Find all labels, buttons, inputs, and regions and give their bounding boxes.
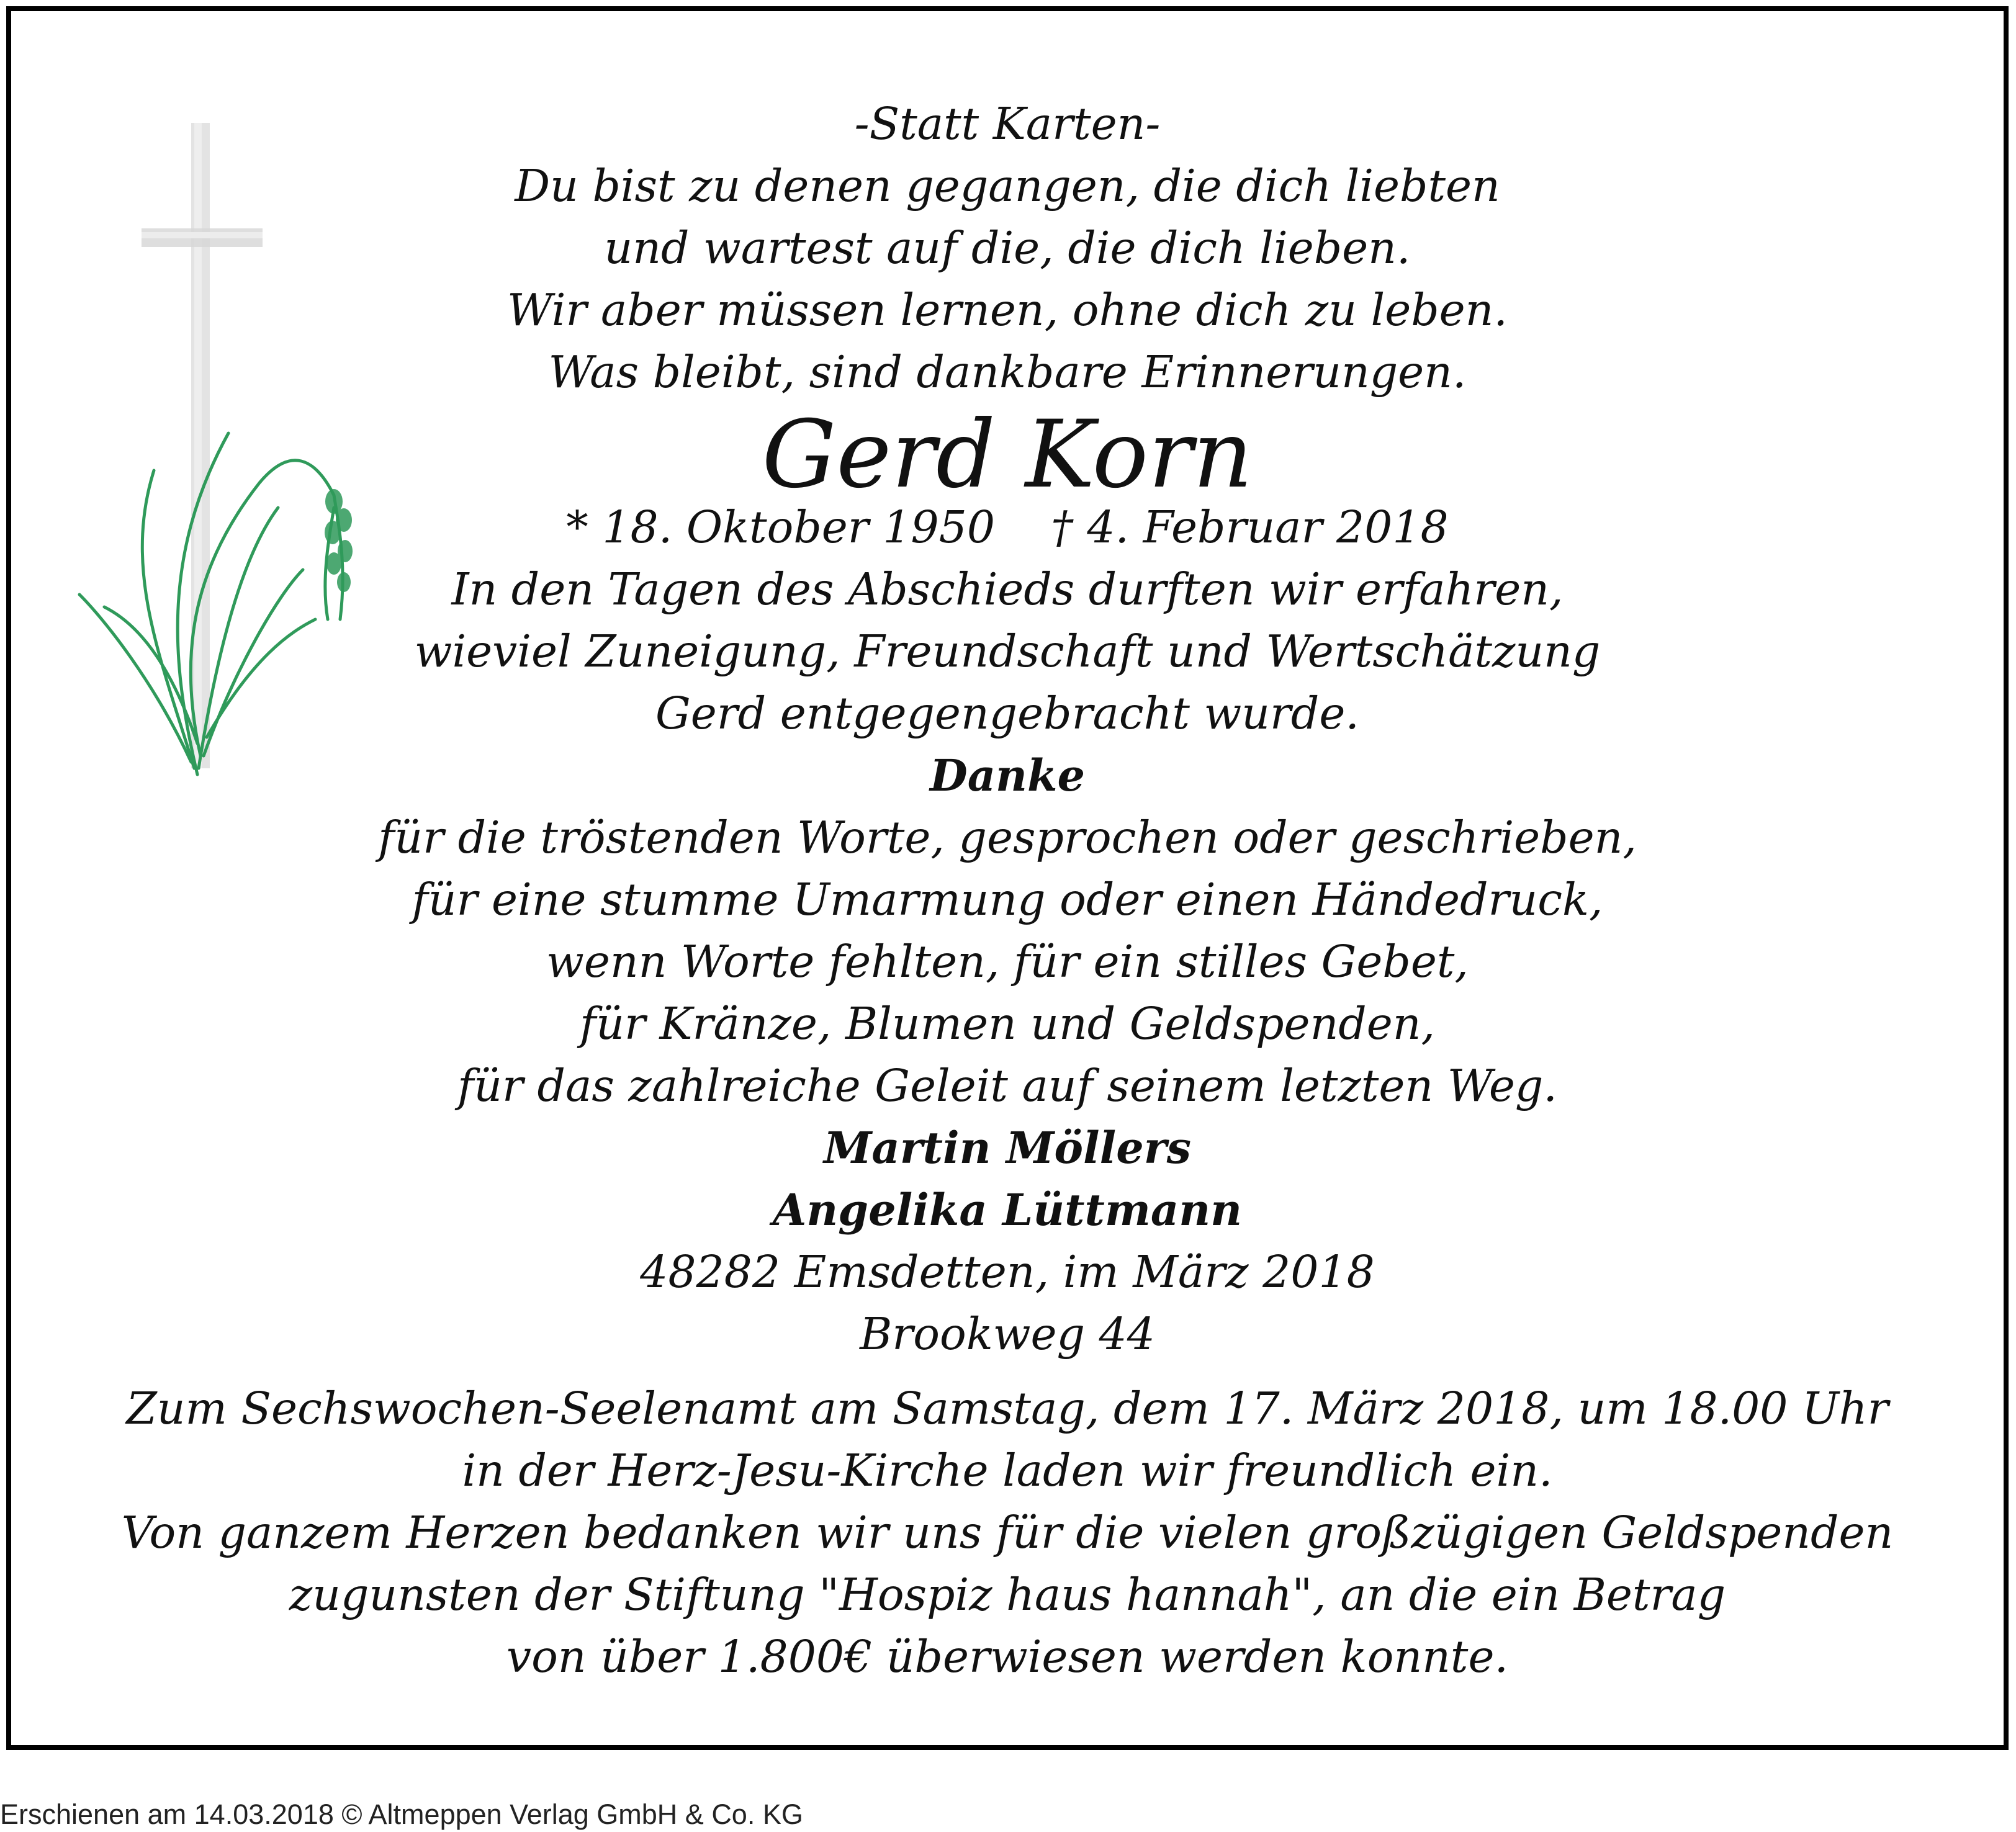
closing-line-1: Zum Sechswochen-Seelenamt am Samstag, dem 17. März 2018, um 18.00 Uhr	[126, 1383, 1889, 1434]
signatory-1: Martin Möllers	[823, 1122, 1192, 1174]
place-date: 48282 Emsdetten, im März 2018	[640, 1246, 1375, 1298]
closing-line-4: zugunsten der Stiftung "Hospiz haus hannah", an die ein Betrag	[289, 1569, 1726, 1620]
obituary-notice	[6, 6, 2009, 1750]
address: Brookweg 44	[860, 1308, 1155, 1360]
poem-line-2: und wartest auf die, die dich lieben.	[604, 222, 1411, 274]
thanks-line-4: für Kränze, Blumen und Geldspenden,	[579, 998, 1436, 1049]
life-dates: * 18. Oktober 1950 † 4. Februar 2018	[566, 501, 1449, 553]
closing-line-5: von über 1.800€ überwiesen werden konnte.	[506, 1631, 1509, 1682]
signatory-2: Angelika Lüttmann	[772, 1184, 1243, 1236]
poem-line-4: Was bleibt, sind dankbare Erinnerungen.	[548, 346, 1467, 398]
thanks-heading: Danke	[930, 750, 1085, 801]
closing-line-2: in der Herz-Jesu-Kirche laden wir freundlich ein.	[462, 1445, 1553, 1496]
header-statt-karten: -Statt Karten-	[854, 98, 1161, 150]
intro-line-3: Gerd entgegengebracht wurde.	[655, 688, 1359, 739]
publication-footer: Erschienen am 14.03.2018 © Altmeppen Verlag GmbH & Co. KG	[0, 1798, 803, 1830]
thanks-line-5: für das zahlreiche Geleit auf seinem letzten Weg.	[457, 1060, 1557, 1111]
thanks-line-1: für die tröstenden Worte, gesprochen oder geschrieben,	[378, 812, 1637, 863]
poem-line-1: Du bist zu denen gegangen, die dich liebten	[515, 160, 1500, 212]
intro-line-2: wieviel Zuneigung, Freundschaft und Wertschätzung	[414, 626, 1601, 677]
thanks-line-2: für eine stumme Umarmung oder einen Händedruck,	[412, 874, 1603, 925]
closing-line-3: Von ganzem Herzen bedanken wir uns für die vielen großzügigen Geldspenden	[121, 1507, 1894, 1558]
thanks-line-3: wenn Worte fehlten, für ein stilles Gebet,	[546, 936, 1469, 987]
intro-line-1: In den Tagen des Abschieds durften wir erfahren,	[451, 564, 1564, 615]
deceased-name: Gerd Korn	[762, 401, 1253, 509]
poem-line-3: Wir aber müssen lernen, ohne dich zu leben.	[507, 284, 1508, 336]
